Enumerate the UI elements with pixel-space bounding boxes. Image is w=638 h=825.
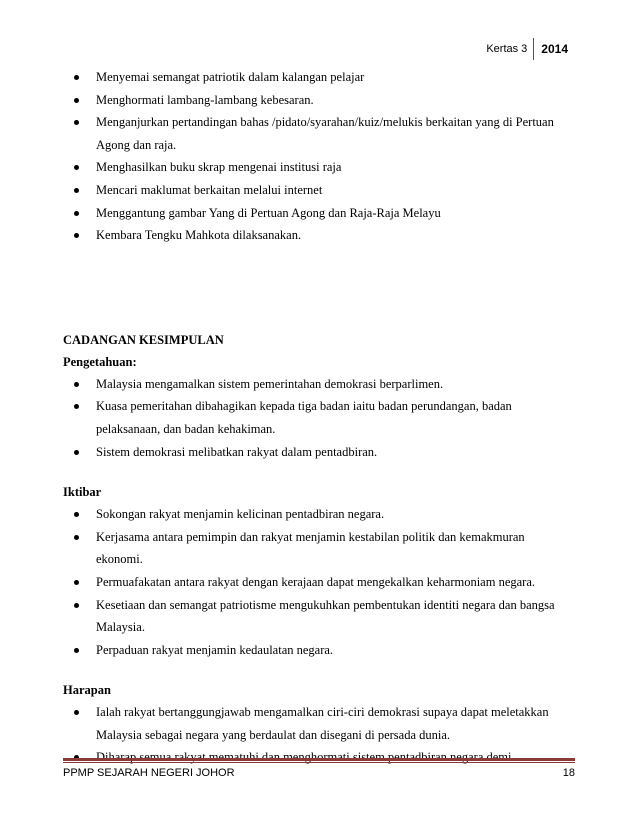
iktibar-list — [63, 503, 573, 661]
bullet-icon — [74, 648, 79, 653]
bullet-icon — [74, 382, 79, 387]
page-footer — [63, 767, 575, 779]
bullet-icon — [74, 603, 79, 608]
list-item: Permuafakatan antara rakyat dengan kerajaan dapat mengekalkan keharmoniam negara. — [63, 571, 573, 594]
list-item: Menganjurkan pertandingan bahas /pidato/syarahan/kuiz/melukis berkaitan yang di Pertuan Agong dan raja. — [63, 111, 573, 156]
page-content — [63, 66, 573, 769]
section-title: CADANGAN KESIMPULAN — [63, 332, 224, 347]
bullet-icon — [74, 580, 79, 585]
footer-rule-thin — [63, 762, 575, 763]
harapan-heading: Harapan — [63, 683, 111, 698]
page-number: 18 — [562, 767, 575, 779]
bullet-icon — [74, 120, 79, 125]
bullet-icon — [74, 98, 79, 103]
list-item: Kesetiaan dan semangat patriotisme mengukuhkan pembentukan identiti negara dan bangsa Malaysia. — [63, 594, 573, 639]
bullet-icon — [74, 211, 79, 216]
bullet-icon — [74, 450, 79, 455]
list-item: Ialah rakyat bertanggungjawab mengamalkan ciri-ciri demokrasi supaya dapat meletakkan Malaysia sebagai negara yang berdaulat dan disegani di persada dunia. — [63, 701, 573, 746]
list-item: Sokongan rakyat menjamin kelicinan pentadbiran negara. — [63, 503, 573, 526]
iktibar-heading: Iktibar — [63, 485, 102, 500]
bullet-icon — [74, 165, 79, 170]
list-item: Menghasilkan buku skrap mengenai institusi raja — [63, 156, 573, 179]
list-item: Mencari maklumat berkaitan melalui internet — [63, 179, 573, 202]
list-item: Menyemai semangat patriotik dalam kalangan pelajar — [63, 66, 573, 89]
bullet-icon — [74, 75, 79, 80]
list-item: Malaysia mengamalkan sistem pemerintahan demokrasi berparlimen. — [63, 373, 573, 396]
list-item: Menghormati lambang-lambang kebesaran. — [63, 89, 573, 112]
list-item: Perpaduan rakyat menjamin kedaulatan negara. — [63, 639, 573, 662]
bullet-icon — [74, 512, 79, 517]
bullet-icon — [74, 404, 79, 409]
activity-list — [63, 66, 573, 247]
list-item: Kerjasama antara pemimpin dan rakyat menjamin kestabilan politik dan kemakmuran ekonomi. — [63, 526, 573, 571]
bullet-icon — [74, 188, 79, 193]
header-year: 2014 — [541, 42, 568, 56]
bullet-icon — [74, 535, 79, 540]
bullet-icon — [74, 710, 79, 715]
list-item: Kuasa pemeritahan dibahagikan kepada tiga badan iaitu badan perundangan, badan pelaksanaan, dan badan kehakiman. — [63, 395, 573, 440]
pengetahuan-heading: Pengetahuan: — [63, 354, 137, 369]
list-item: Sistem demokrasi melibatkan rakyat dalam pentadbiran. — [63, 441, 573, 464]
footer-title: PPMP SEJARAH NEGERI JOHOR — [63, 767, 235, 779]
list-item: Menggantung gambar Yang di Pertuan Agong dan Raja-Raja Melayu — [63, 202, 573, 225]
header-kertas: Kertas 3 — [486, 43, 528, 55]
pengetahuan-list — [63, 373, 573, 463]
list-item: Kembara Tengku Mahkota dilaksanakan. — [63, 224, 573, 247]
bullet-icon — [74, 233, 79, 238]
footer-rule — [63, 758, 575, 761]
page-header — [486, 38, 568, 60]
